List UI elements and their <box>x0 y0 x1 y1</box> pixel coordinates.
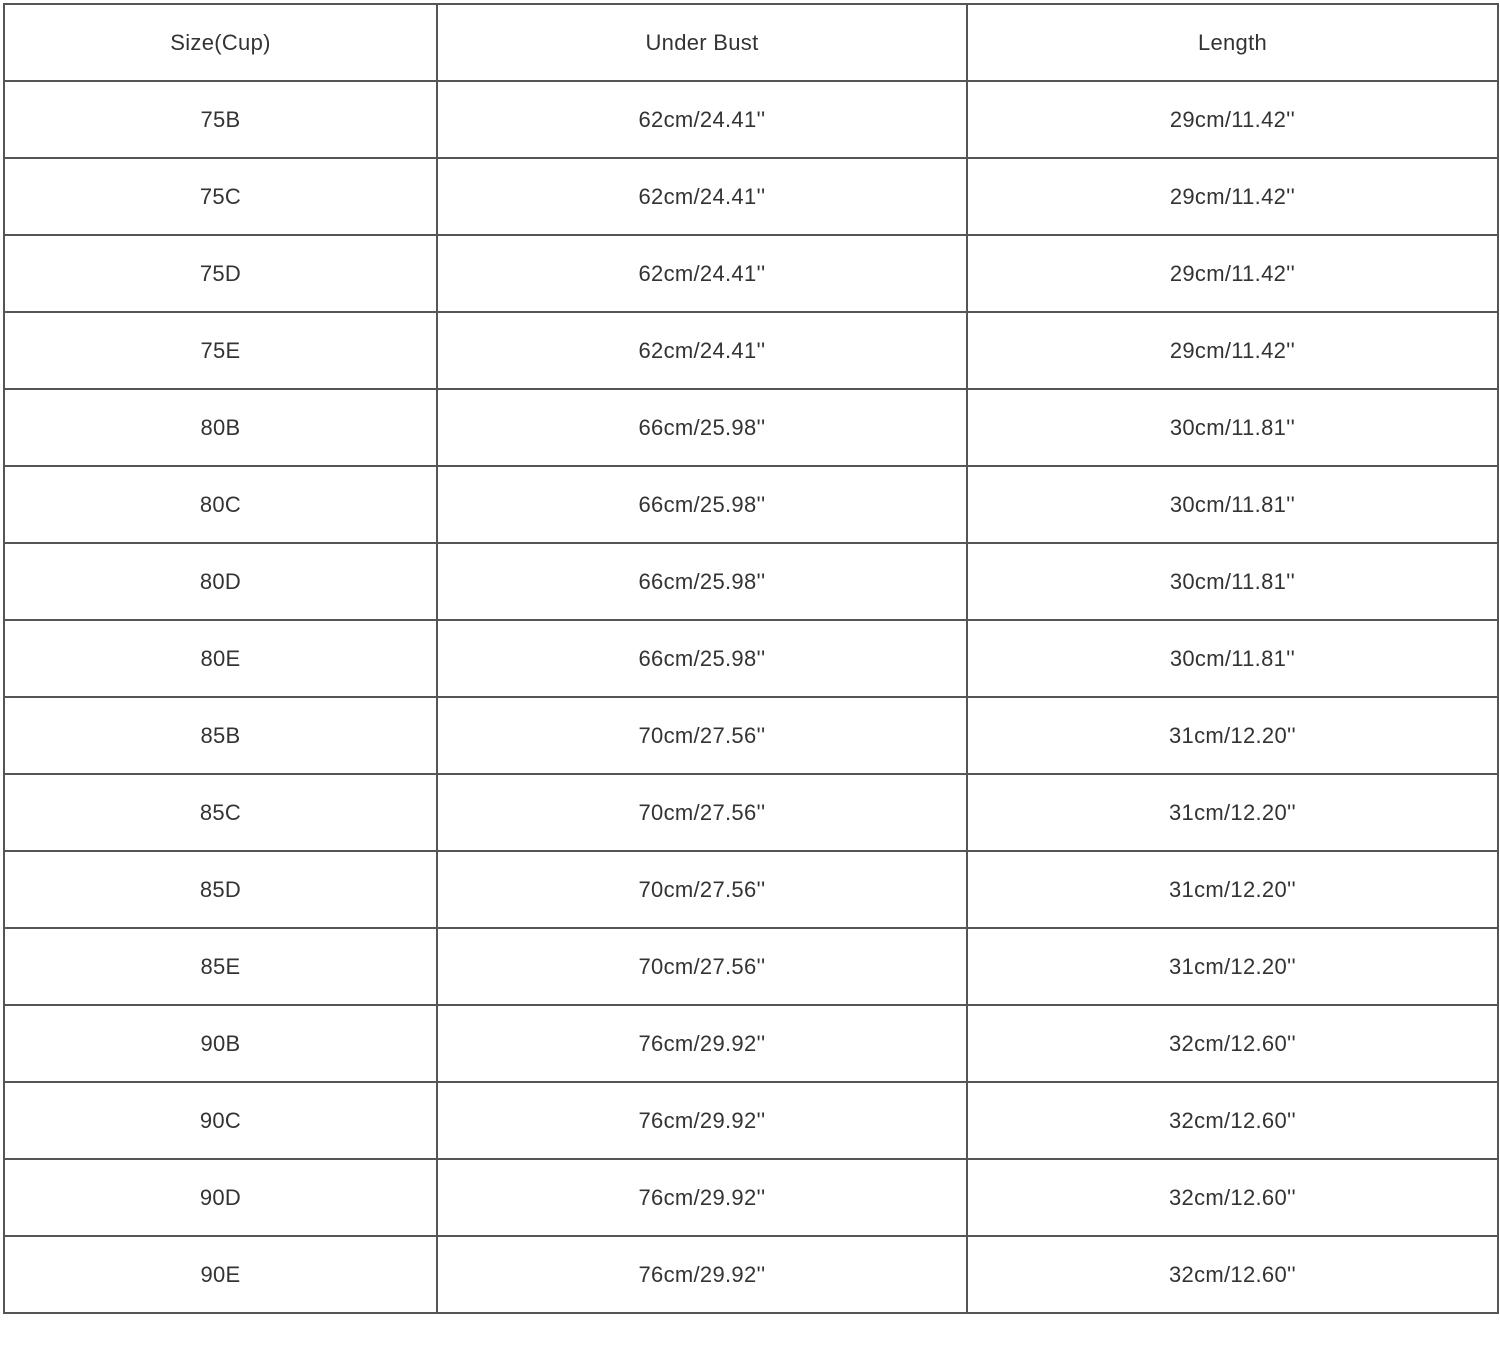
under-bust-cell: 76cm/29.92'' <box>437 1159 967 1236</box>
table-row <box>4 1082 1498 1159</box>
table-row <box>4 81 1498 158</box>
length-cell: 31cm/12.20'' <box>967 928 1498 1005</box>
header-length: Length <box>967 4 1498 81</box>
under-bust-cell: 66cm/25.98'' <box>437 466 967 543</box>
under-bust-cell: 76cm/29.92'' <box>437 1236 967 1313</box>
table-row <box>4 312 1498 389</box>
length-cell: 31cm/12.20'' <box>967 774 1498 851</box>
table-row <box>4 158 1498 235</box>
size-cup-cell: 90C <box>4 1082 437 1159</box>
size-cup-cell: 80E <box>4 620 437 697</box>
table-header <box>4 4 1498 81</box>
under-bust-cell: 66cm/25.98'' <box>437 389 967 466</box>
length-cell: 31cm/12.20'' <box>967 697 1498 774</box>
length-cell: 29cm/11.42'' <box>967 158 1498 235</box>
table-row <box>4 466 1498 543</box>
header-size-cup: Size(Cup) <box>4 4 437 81</box>
length-cell: 30cm/11.81'' <box>967 389 1498 466</box>
length-cell: 30cm/11.81'' <box>967 543 1498 620</box>
length-cell: 32cm/12.60'' <box>967 1236 1498 1313</box>
size-cup-cell: 80C <box>4 466 437 543</box>
size-cup-cell: 90D <box>4 1159 437 1236</box>
length-cell: 32cm/12.60'' <box>967 1082 1498 1159</box>
under-bust-cell: 70cm/27.56'' <box>437 774 967 851</box>
under-bust-cell: 70cm/27.56'' <box>437 928 967 1005</box>
table-row <box>4 1005 1498 1082</box>
size-cup-cell: 90E <box>4 1236 437 1313</box>
size-cup-cell: 80B <box>4 389 437 466</box>
table-row <box>4 620 1498 697</box>
table-row <box>4 697 1498 774</box>
under-bust-cell: 62cm/24.41'' <box>437 235 967 312</box>
under-bust-cell: 76cm/29.92'' <box>437 1082 967 1159</box>
table-row <box>4 928 1498 1005</box>
size-cup-cell: 90B <box>4 1005 437 1082</box>
size-cup-cell: 75E <box>4 312 437 389</box>
size-cup-cell: 75C <box>4 158 437 235</box>
size-cup-cell: 85B <box>4 697 437 774</box>
under-bust-cell: 66cm/25.98'' <box>437 543 967 620</box>
size-cup-cell: 85D <box>4 851 437 928</box>
header-under-bust: Under Bust <box>437 4 967 81</box>
length-cell: 29cm/11.42'' <box>967 81 1498 158</box>
length-cell: 32cm/12.60'' <box>967 1005 1498 1082</box>
under-bust-cell: 62cm/24.41'' <box>437 81 967 158</box>
under-bust-cell: 62cm/24.41'' <box>437 158 967 235</box>
under-bust-cell: 76cm/29.92'' <box>437 1005 967 1082</box>
length-cell: 30cm/11.81'' <box>967 620 1498 697</box>
table-row <box>4 774 1498 851</box>
size-cup-cell: 80D <box>4 543 437 620</box>
length-cell: 29cm/11.42'' <box>967 235 1498 312</box>
length-cell: 30cm/11.81'' <box>967 466 1498 543</box>
size-cup-cell: 75D <box>4 235 437 312</box>
under-bust-cell: 70cm/27.56'' <box>437 697 967 774</box>
size-cup-cell: 85C <box>4 774 437 851</box>
table-row <box>4 1159 1498 1236</box>
length-cell: 29cm/11.42'' <box>967 312 1498 389</box>
table-row <box>4 389 1498 466</box>
table-body <box>4 81 1498 1313</box>
under-bust-cell: 62cm/24.41'' <box>437 312 967 389</box>
under-bust-cell: 70cm/27.56'' <box>437 851 967 928</box>
table-row <box>4 235 1498 312</box>
length-cell: 32cm/12.60'' <box>967 1159 1498 1236</box>
table-row <box>4 543 1498 620</box>
length-cell: 31cm/12.20'' <box>967 851 1498 928</box>
size-cup-cell: 85E <box>4 928 437 1005</box>
header-row <box>4 4 1498 81</box>
size-chart-table <box>3 3 1499 1314</box>
table-row <box>4 1236 1498 1313</box>
under-bust-cell: 66cm/25.98'' <box>437 620 967 697</box>
size-cup-cell: 75B <box>4 81 437 158</box>
table-row <box>4 851 1498 928</box>
